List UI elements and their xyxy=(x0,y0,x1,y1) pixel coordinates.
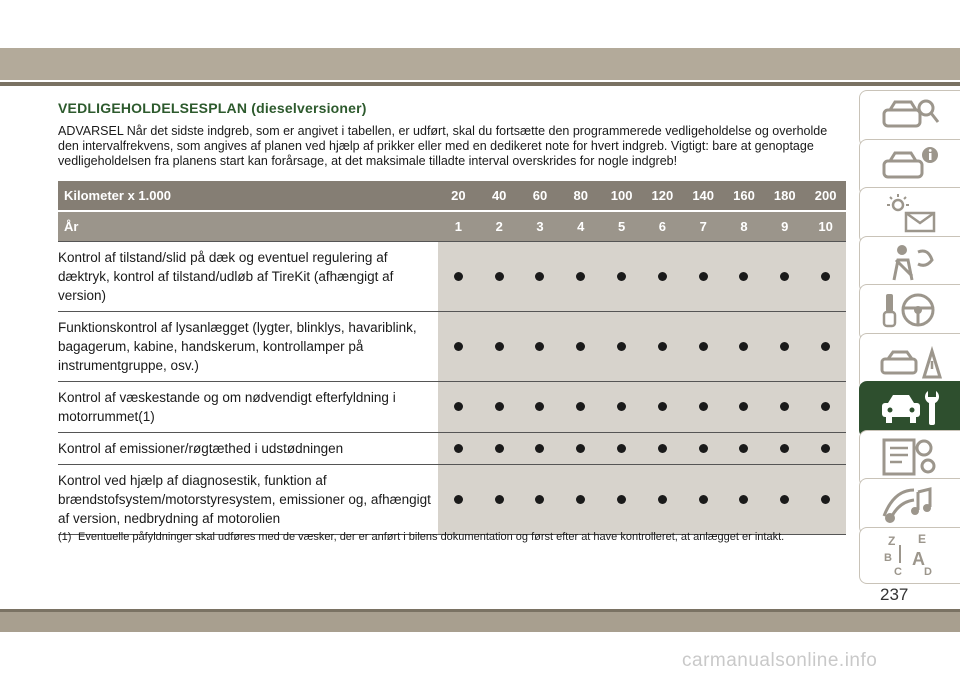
scheduled-dot-icon xyxy=(617,272,626,281)
schedule-cell xyxy=(764,311,805,381)
specifications-gear-icon xyxy=(878,434,942,483)
schedule-cell xyxy=(764,432,805,464)
schedule-cell xyxy=(479,432,520,464)
scheduled-dot-icon xyxy=(821,495,830,504)
scheduled-dot-icon xyxy=(658,342,667,351)
scheduled-dot-icon xyxy=(821,402,830,411)
scheduled-dot-icon xyxy=(699,342,708,351)
schedule-cell xyxy=(764,241,805,311)
schedule-cell xyxy=(724,381,765,432)
alphabetical-index-icon xyxy=(878,531,942,580)
chapter-tab-sidebar xyxy=(859,90,960,580)
svg-text:Z: Z xyxy=(888,533,896,548)
bottom-decorative-band xyxy=(0,612,960,632)
scheduled-dot-icon xyxy=(495,342,504,351)
row-description: Kontrol af emissioner/røgtæthed i udstødningen xyxy=(58,432,438,464)
car-search-icon xyxy=(878,94,942,143)
scheduled-dot-icon xyxy=(739,402,748,411)
schedule-cell xyxy=(805,464,846,534)
schedule-cell xyxy=(601,432,642,464)
year-cell: 1 xyxy=(438,211,479,241)
schedule-cell xyxy=(479,241,520,311)
top-decorative-band xyxy=(0,48,960,80)
scheduled-dot-icon xyxy=(699,495,708,504)
year-header-row xyxy=(58,211,846,241)
scheduled-dot-icon xyxy=(535,272,544,281)
table-row xyxy=(58,464,846,534)
scheduled-dot-icon xyxy=(495,272,504,281)
km-cell: 40 xyxy=(479,181,520,211)
scheduled-dot-icon xyxy=(780,444,789,453)
scheduled-dot-icon xyxy=(658,272,667,281)
schedule-cell xyxy=(724,241,765,311)
year-cell: 8 xyxy=(724,211,765,241)
schedule-cell xyxy=(560,311,601,381)
table-row xyxy=(58,381,846,432)
schedule-cell xyxy=(683,311,724,381)
scheduled-dot-icon xyxy=(658,495,667,504)
schedule-cell xyxy=(438,432,479,464)
km-cell: 80 xyxy=(560,181,601,211)
kilometer-label: Kilometer x 1.000 xyxy=(58,181,438,211)
svg-text:B: B xyxy=(884,551,892,564)
year-cell: 10 xyxy=(805,211,846,241)
schedule-cell xyxy=(560,381,601,432)
schedule-cell xyxy=(683,432,724,464)
schedule-cell xyxy=(520,311,561,381)
scheduled-dot-icon xyxy=(699,444,708,453)
scheduled-dot-icon xyxy=(535,402,544,411)
schedule-cell xyxy=(724,311,765,381)
schedule-cell xyxy=(805,311,846,381)
year-cell: 5 xyxy=(601,211,642,241)
row-description: Kontrol af væskestande og om nødvendigt efterfyldning i motorrummet(1) xyxy=(58,381,438,432)
scheduled-dot-icon xyxy=(658,444,667,453)
scheduled-dot-icon xyxy=(780,402,789,411)
schedule-cell xyxy=(479,381,520,432)
car-wrench-icon xyxy=(878,385,942,434)
scheduled-dot-icon xyxy=(454,272,463,281)
schedule-cell xyxy=(642,381,683,432)
km-cell: 60 xyxy=(520,181,561,211)
schedule-cell xyxy=(683,464,724,534)
schedule-cell xyxy=(642,432,683,464)
scheduled-dot-icon xyxy=(658,402,667,411)
km-cell: 140 xyxy=(683,181,724,211)
scheduled-dot-icon xyxy=(617,342,626,351)
warning-light-message-icon xyxy=(878,191,942,240)
scheduled-dot-icon xyxy=(739,495,748,504)
km-cell: 200 xyxy=(805,181,846,211)
year-cell: 3 xyxy=(520,211,561,241)
schedule-cell xyxy=(438,311,479,381)
schedule-cell xyxy=(601,381,642,432)
footnote-number: (1) xyxy=(58,531,72,543)
scheduled-dot-icon xyxy=(454,444,463,453)
row-description: Kontrol ved hjælp af diagnosestik, funktion af brændstofsystem/motorstyresystem, emissioner og, afhængigt af version, nedbrydning af motorolien xyxy=(58,464,438,534)
chapter-tab-10[interactable] xyxy=(859,527,960,584)
scheduled-dot-icon xyxy=(576,444,585,453)
scheduled-dot-icon xyxy=(454,402,463,411)
scheduled-dot-icon xyxy=(495,402,504,411)
key-steering-wheel-icon xyxy=(878,288,942,337)
table-body xyxy=(58,241,846,534)
year-cell: 4 xyxy=(560,211,601,241)
scheduled-dot-icon xyxy=(495,495,504,504)
footnote xyxy=(58,530,848,544)
page-number: 237 xyxy=(880,585,909,604)
schedule-cell xyxy=(601,311,642,381)
year-cell: 9 xyxy=(764,211,805,241)
scheduled-dot-icon xyxy=(739,272,748,281)
schedule-cell xyxy=(764,464,805,534)
scheduled-dot-icon xyxy=(454,495,463,504)
scheduled-dot-icon xyxy=(576,272,585,281)
scheduled-dot-icon xyxy=(576,342,585,351)
scheduled-dot-icon xyxy=(535,495,544,504)
scheduled-dot-icon xyxy=(576,495,585,504)
km-cell: 20 xyxy=(438,181,479,211)
schedule-cell xyxy=(438,241,479,311)
row-description: Kontrol af tilstand/slid på dæk og eventuel regulering af dæktryk, kontrol af tilstand/udløb af TireKit (afhængigt af version) xyxy=(58,241,438,311)
schedule-cell xyxy=(642,311,683,381)
schedule-cell xyxy=(520,432,561,464)
seatbelt-airbag-icon xyxy=(878,240,942,289)
schedule-cell xyxy=(560,241,601,311)
km-cell: 100 xyxy=(601,181,642,211)
section-title: VEDLIGEHOLDELSESPLAN (dieselversioner) xyxy=(58,100,367,116)
scheduled-dot-icon xyxy=(821,444,830,453)
scheduled-dot-icon xyxy=(821,342,830,351)
scheduled-dot-icon xyxy=(699,402,708,411)
table-row xyxy=(58,432,846,464)
year-cell: 7 xyxy=(683,211,724,241)
km-cell: 180 xyxy=(764,181,805,211)
car-breakdown-icon xyxy=(878,337,942,386)
svg-text:D: D xyxy=(924,565,932,575)
schedule-cell xyxy=(438,381,479,432)
schedule-cell xyxy=(683,241,724,311)
schedule-cell xyxy=(601,241,642,311)
svg-text:C: C xyxy=(894,565,902,575)
top-divider xyxy=(0,82,960,86)
scheduled-dot-icon xyxy=(821,272,830,281)
schedule-cell xyxy=(805,381,846,432)
scheduled-dot-icon xyxy=(739,444,748,453)
schedule-cell xyxy=(479,311,520,381)
schedule-cell xyxy=(560,464,601,534)
schedule-cell xyxy=(438,464,479,534)
table-row xyxy=(58,311,846,381)
schedule-cell xyxy=(805,432,846,464)
km-cell: 160 xyxy=(724,181,765,211)
schedule-cell xyxy=(724,432,765,464)
scheduled-dot-icon xyxy=(454,342,463,351)
scheduled-dot-icon xyxy=(495,444,504,453)
scheduled-dot-icon xyxy=(617,495,626,504)
scheduled-dot-icon xyxy=(617,402,626,411)
km-cell: 120 xyxy=(642,181,683,211)
schedule-cell xyxy=(520,241,561,311)
schedule-cell xyxy=(601,464,642,534)
schedule-cell xyxy=(479,464,520,534)
multimedia-icon xyxy=(878,482,942,531)
scheduled-dot-icon xyxy=(699,272,708,281)
schedule-cell xyxy=(520,381,561,432)
schedule-cell xyxy=(642,241,683,311)
car-info-icon xyxy=(878,143,942,192)
scheduled-dot-icon xyxy=(739,342,748,351)
year-cell: 6 xyxy=(642,211,683,241)
schedule-cell xyxy=(724,464,765,534)
schedule-cell xyxy=(520,464,561,534)
scheduled-dot-icon xyxy=(780,272,789,281)
table-row xyxy=(58,241,846,311)
kilometer-header-row xyxy=(58,181,846,211)
footnote-text: Eventuelle påfyldninger skal udføres med de væsker, der er anført i bilens dokumentation og først efter at have kontrolleret, at anlægget er intakt. xyxy=(78,531,785,543)
scheduled-dot-icon xyxy=(535,444,544,453)
schedule-cell xyxy=(805,241,846,311)
schedule-cell xyxy=(560,432,601,464)
scheduled-dot-icon xyxy=(617,444,626,453)
svg-text:A: A xyxy=(912,548,925,569)
schedule-cell xyxy=(764,381,805,432)
schedule-cell xyxy=(642,464,683,534)
year-cell: 2 xyxy=(479,211,520,241)
scheduled-dot-icon xyxy=(576,402,585,411)
maintenance-table xyxy=(58,181,846,535)
scheduled-dot-icon xyxy=(780,495,789,504)
row-description: Funktionskontrol af lysanlægget (lygter, blinklys, havariblink, bagagerum, kabine, handskerum, kontrollamper på instrumentgruppe, osv.) xyxy=(58,311,438,381)
watermark: carmanualsonline.info xyxy=(682,650,878,671)
warning-text: ADVARSEL Når det sidste indgreb, som er angivet i tabellen, er udført, skal du fortsætte den programmerede vedligeholdelse og overholde den intervalfrekvens, som angives af planen ved hjælp af prikker eller med en dedikeret note for hvert indgreb. Vigtigt: bare at genoptage vedligeholdelsen fra planens start kan forårsage, at det maksimale tilladte interval overskrides for nogle indgreb! xyxy=(58,124,828,168)
schedule-cell xyxy=(683,381,724,432)
scheduled-dot-icon xyxy=(780,342,789,351)
svg-text:E: E xyxy=(918,531,927,546)
scheduled-dot-icon xyxy=(535,342,544,351)
year-label: År xyxy=(58,211,438,241)
